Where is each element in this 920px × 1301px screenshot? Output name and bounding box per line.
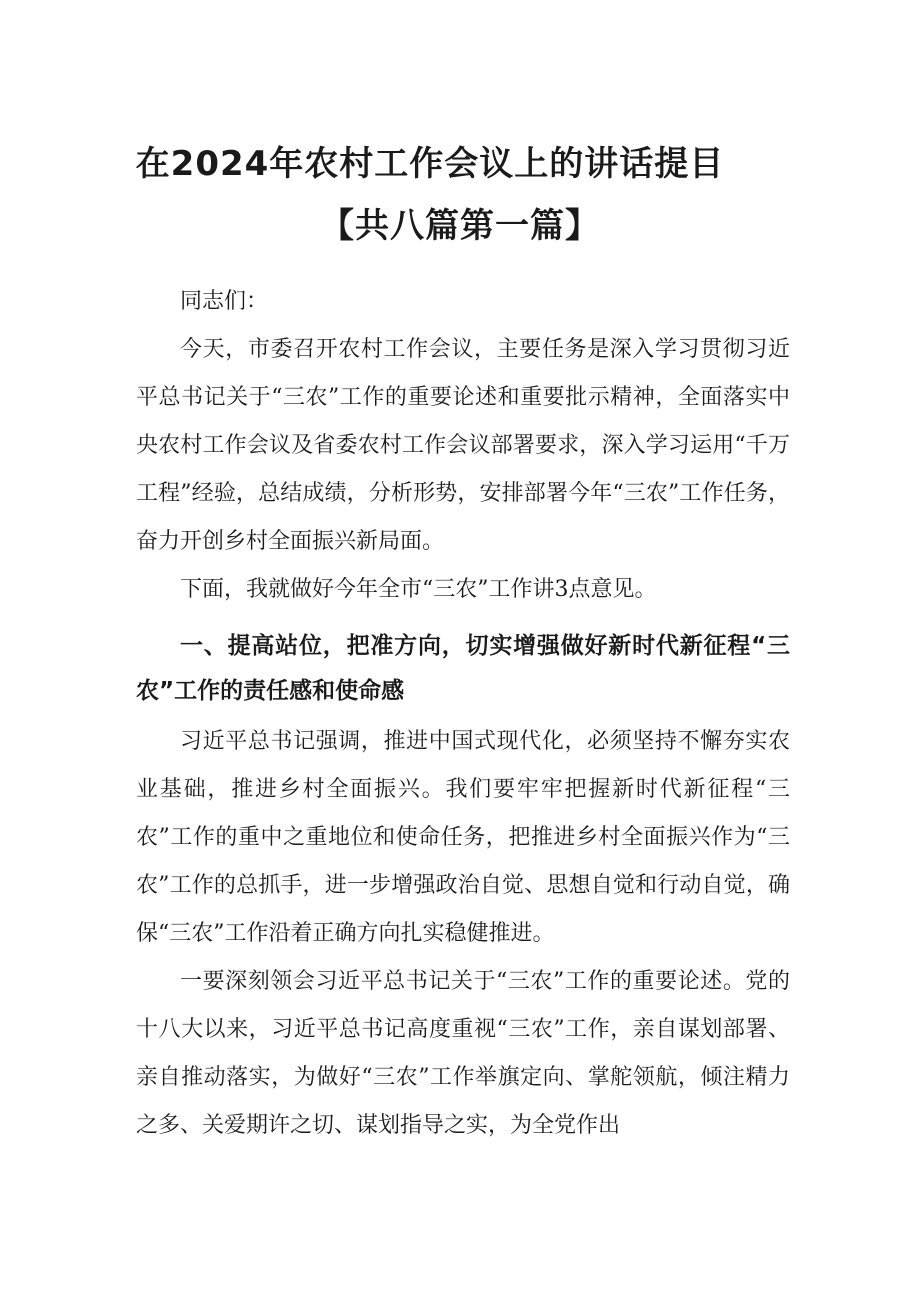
document-body xyxy=(136,278,790,1150)
paragraph-intro: 今天，市委召开农村工作会议，主要任务是深入学习贯彻习近平总书记关于“三农”工作的重要论述和重要批示精神，全面落实中央农村工作会议及省委农村工作会议部署要求，深入学习运用“千万工程”经验，总结成绩，分析形势，安排部署今年“三农”工作任务，奋力开创乡村全面振兴新局面。 xyxy=(136,337,790,554)
document-title: 在2024年农村工作会议上的讲话提目 xyxy=(135,144,725,184)
paragraph-outline: 下面，我就做好今年全市“三农”工作讲3点意见。 xyxy=(180,577,657,602)
section1-paragraph: 一要深刻领会习近平总书记关于“三农”工作的重要论述。党的十八大以来，习近平总书记高度重视“三农”工作，亲自谋划部署、亲自推动落实，为做好“三农”工作举旗定向、掌舵领航，倾注精力之多、关爱期许之切、谋划指导之实，为全党作出 xyxy=(136,969,790,1138)
section1-paragraph: 习近平总书记强调，推进中国式现代化，必须坚持不懈夯实农业基础，推进乡村全面振兴。我们要牢牢把握新时代新征程“三农”工作的重中之重地位和使命任务，把推进乡村全面振兴作为“三农”工作的总抓手，进一步增强政治自觉、思想自觉和行动自觉，确保“三农”工作沿着正确方向扎实稳健推进。 xyxy=(136,729,790,946)
salutation: 同志们： xyxy=(180,289,269,314)
section-heading-1: 一、提高站位，把准方向，切实增强做好新时代新征程“三农”工作的责任感和使命感 xyxy=(136,633,790,704)
document-subtitle: 【共八篇第一篇】 xyxy=(320,206,600,246)
